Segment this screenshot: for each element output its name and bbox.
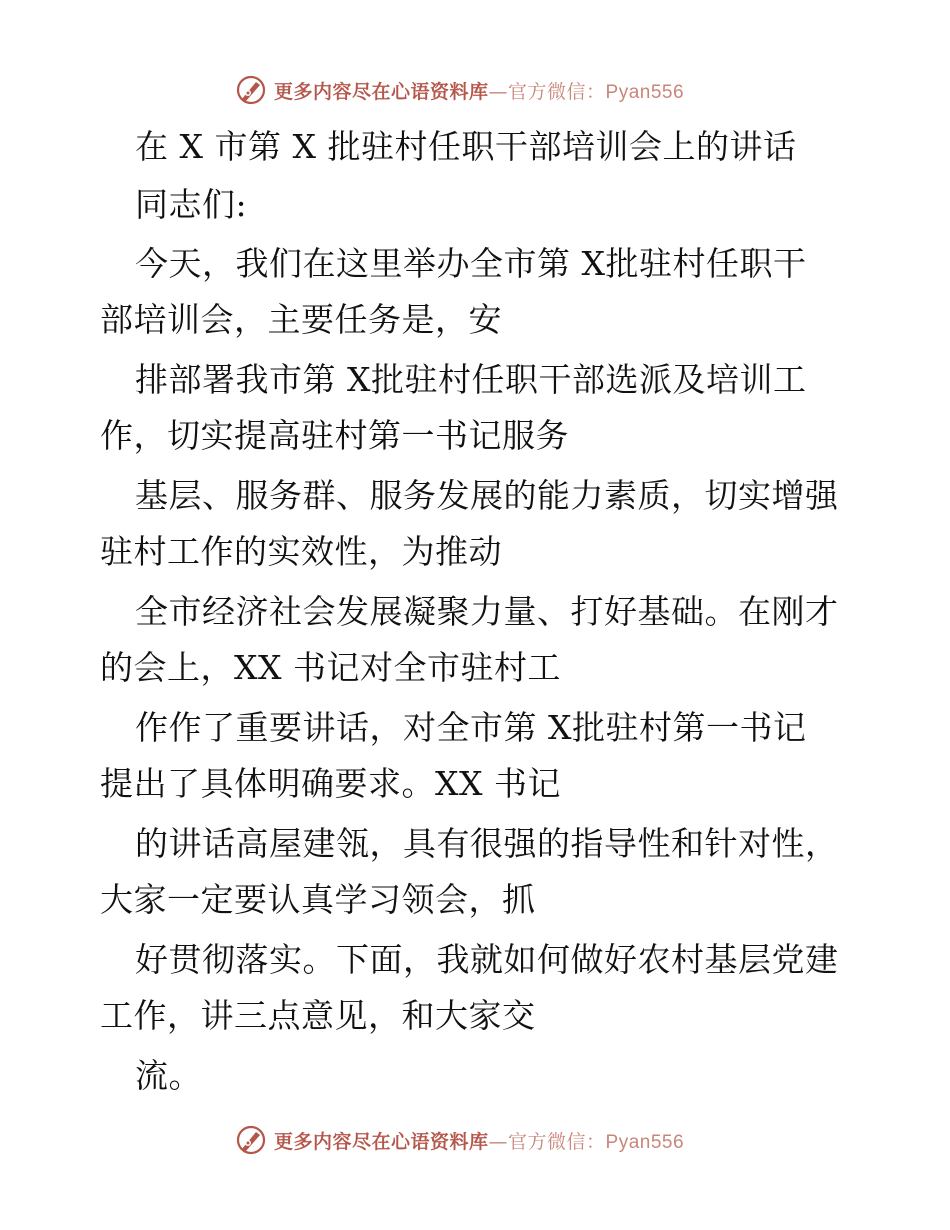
header-banner-id: Pyan556 [605, 81, 685, 103]
footer-banner-separator: —官方微信： [488, 1130, 606, 1153]
paragraph-line: 基层、服务群、服务发展的能力素质，切实增强 [135, 476, 839, 515]
paragraph-line: 的讲话高屋建瓴，具有很强的指导性和针对性， [135, 824, 839, 863]
pen-circle-logo-icon [234, 1123, 268, 1157]
paragraph-line: 部培训会，主要任务是，安 [100, 300, 502, 339]
document-title: 在 X 市第 X 批驻村任职干部培训会上的讲话 [135, 127, 797, 166]
paragraph-line: 作作了重要讲话，对全市第 X批驻村第一书记 [135, 708, 807, 747]
footer-banner-id: Pyan556 [605, 1131, 685, 1153]
header-banner-text [274, 77, 684, 104]
header-banner-main: 更多内容尽在心语资料库 [274, 80, 489, 103]
paragraph-line: 工作，讲三点意见，和大家交 [100, 996, 536, 1035]
header-banner-separator: —官方微信： [488, 80, 606, 103]
paragraph-line: 的会上，XX 书记对全市驻村工 [100, 648, 561, 687]
paragraph-line: 大家一定要认真学习领会，抓 [100, 880, 536, 919]
salutation: 同志们: [135, 185, 248, 224]
paragraph-line: 全市经济社会发展凝聚力量、打好基础。在刚才 [135, 592, 839, 631]
paragraph-line: 作，切实提高驻村第一书记服务 [100, 416, 569, 455]
paragraph-line: 提出了具体明确要求。XX 书记 [100, 764, 561, 803]
footer-banner [234, 1122, 684, 1158]
pen-circle-logo-icon [234, 73, 268, 107]
paragraph-line: 好贯彻落实。下面，我就如何做好农村基层党建 [135, 940, 839, 979]
paragraph-line: 排部署我市第 X批驻村任职干部选派及培训工 [135, 360, 807, 399]
paragraph-line: 今天，我们在这里举办全市第 X批驻村任职干 [135, 244, 807, 283]
paragraph-line: 流。 [135, 1056, 202, 1095]
footer-banner-main: 更多内容尽在心语资料库 [274, 1130, 489, 1153]
header-banner [234, 72, 684, 108]
paragraph-line: 驻村工作的实效性，为推动 [100, 532, 502, 571]
footer-banner-text [274, 1127, 684, 1154]
